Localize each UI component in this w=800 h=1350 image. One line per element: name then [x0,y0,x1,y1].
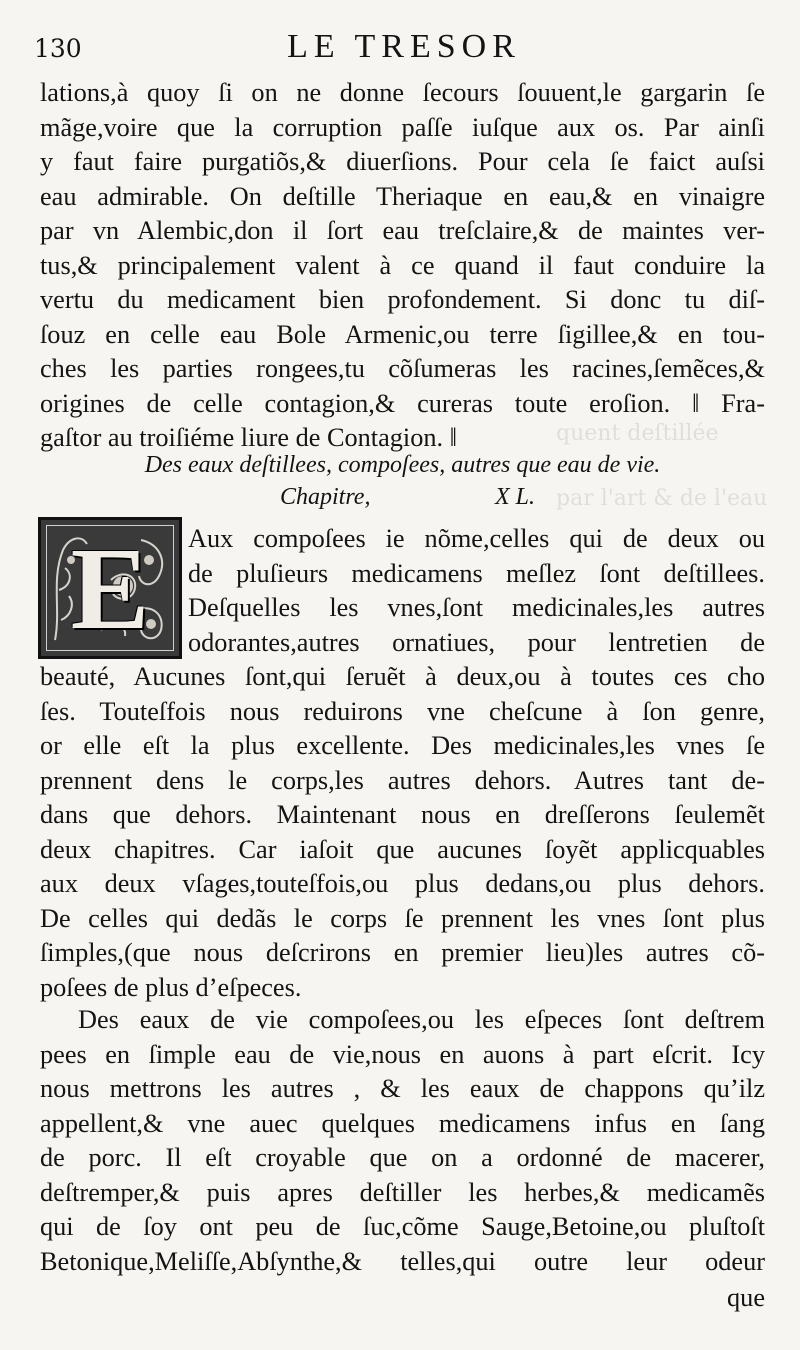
text-line: beauté, Aucunes ſont,qui ſeruẽt à deux,ou à toutes ces cho [40,662,765,691]
text-line: deſtremper,& puis apres deſtiller les herbes,& medicamẽs [40,1177,765,1207]
text-line: mãge,voire que la corruption paſſe iuſque aux os. Par ainſi [40,112,765,142]
text-line: ches les parties rongees,tu cõſumeras les racines,ſemẽces,& [40,354,765,383]
text-line: Des eaux de vie compoſees,ou les eſpeces ſont deſtrem [78,1005,765,1034]
bleed-through-text-1: quent deſtillée [556,421,719,446]
running-title: LE TRESOR [287,28,521,65]
text-line: ſes. Touteſfois nous reduirons vne cheſcune à ſon genre, [40,696,765,726]
text-line: ſimples,(que nous deſcrirons en premier lieu)les autres cõ- [40,938,765,967]
text-line: nous mettrons les autres , & les eaux de chappons qu’ilz [40,1074,765,1103]
text-line: gaſtor au troiſiéme liure de Contagion. ‖ [40,423,458,452]
catchword: que [727,1283,765,1312]
text-line: appellent,& vne auec quelques medicamens infus en ſang [40,1108,765,1138]
paragraph-2 [40,660,765,1005]
text-line: qui de ſoy ont peu de ſuc,cõme Sauge,Betoine,ou pluſtoſt [40,1212,765,1241]
text-line: Deſquelles les vnes,ſont medicinales,les autres [188,593,765,622]
paragraph-1 [40,76,765,456]
text-line: or elle eſt la plus excellente. Des medicinales,les vnes ſe [40,731,765,760]
drop-cap-ornament [38,517,182,659]
paragraph-2-beside-drop-cap [188,522,765,660]
drop-cap-letter: E [70,523,150,654]
text-line: y faut faire purgatiõs,& diuerſions. Pour cela ſe faict auſsi [40,147,765,176]
catchword-row [40,1281,765,1316]
text-line: pees en ſimple eau de vie,nous en auons à part eſcrit. Icy [40,1039,765,1069]
chapter-label: Chapitre, [280,484,371,510]
text-line: poſees de plus d’eſpeces. [40,972,302,1002]
text-line: vertu du medicament bien profondement. Si donc tu diſ- [40,285,765,314]
text-line: Aux compoſees ie nõme,celles qui de deux ou [188,524,765,553]
paragraph-3 [40,1003,765,1279]
page-number: 130 [34,34,82,63]
text-line: de porc. Il eſt croyable que on a ordonné de macerer, [40,1143,765,1172]
chapter-number: X L. [495,484,536,510]
text-line: dans que dehors. Maintenant nous en dreſſerons ſeulemẽt [40,800,765,829]
text-line: eau admirable. On deſtille Theriaque en eau,& en vinaigre [40,181,765,211]
text-line: lations,à quoy ſi on ne donne ſecours ſouuent,le gargarin ſe [40,78,765,107]
text-line: Betonique,Meliſſe,Abſynthe,& telles,qui outre leur odeur [40,1246,765,1276]
text-line: prennent dens le corps,les autres dehors. Autres tant de- [40,765,765,795]
text-line: ſouz en celle eau Bole Armenic,ou terre ſigillee,& en tou- [40,319,765,349]
text-line: aux deux vſages,touteſfois,ou plus dedans,ou plus dehors. [40,869,765,898]
text-line: de pluſieurs medicamens meſlez ſont deſtillees. [188,558,765,588]
text-line: De celles qui dedãs le corps ſe prennent les vnes ſont plus [40,903,765,933]
bleed-through-text-2: par l'art & de l'eau [556,486,768,511]
page-header [34,28,774,68]
text-line: tus,& principalement valent à ce quand il faut conduire la [40,250,765,280]
text-line: origines de celle contagion,& cureras toute eroſion. ‖ Fra- [40,388,765,418]
chapter-title: Des eaux deſtillees, compoſees, autres que eau de vie. [144,452,661,478]
text-line: deux chapitres. Car iaſoit que aucunes ſoyẽt applicquables [40,834,765,864]
text-line: odorantes,autres ornatiues, pour lentretien de [188,627,765,657]
text-line: par vn Alembic,don il ſort eau treſclaire,& de maintes ver- [40,216,765,245]
